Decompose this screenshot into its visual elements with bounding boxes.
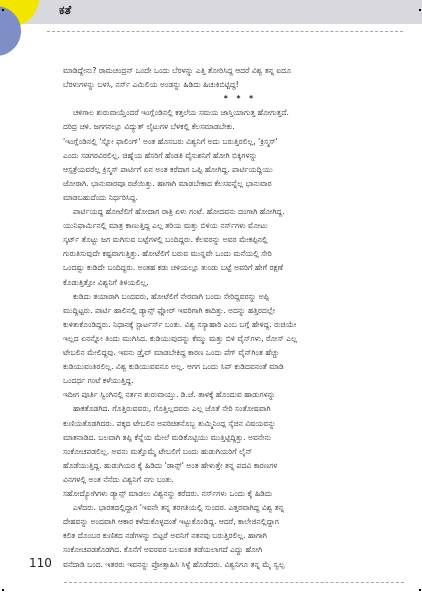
section-break: * * * xyxy=(223,94,257,104)
text-line: ಸ್ಕರ್ಟ್ ತೊಟ್ಟು ಜಗ ಮಗಿಸುವ ಬಟ್ಟೆಗಳಲ್ಲಿ ಬಂದಿದ್ದರು. ಕೆಲವರನ್ನು ಅವರ ಮೇಕಪ್ಪಿನಲ್ಲಿ xyxy=(63,235,268,245)
text-line: ಇದೀಗ ಪೂರ್ತಿ ಸ್ವಿಂಗಿನಲ್ಲಿ ನರ್ತನ ಶುರುವಾಯ್ತು. ಡಿ.ಜೆ. ತಾಳಕ್ಕೆ ಹೊಂದುವ ಹಾಡುಗಳನ್ನು xyxy=(63,390,276,400)
text-line: ಗುರುತಿಸುವುದೇ ಕಷ್ಟವಾಗುತ್ತಿತ್ತು. ಹೋಟೆಲಿಗೆ ಬರುವ ಮುನ್ನವೇ ಒಂದು ಮನೆಯಲ್ಲಿ ಸೇರಿ xyxy=(63,249,272,259)
text-line: ದರಿದ್ರ ಚಳಿ. ಜಗಗನಲ್ಲೂ ವಿದ್ಯುತ್ ಲೈಟುಗಳ ಬೆಳಕಲ್ಲಿ ಕೆಲಸಮಾಡಬೇಕು. xyxy=(63,122,235,132)
text-line: ಮಾಡಿದ್ದೇನು? ರಾಮಚಂದ್ರನ್ ಒಂದೇ ಒಂದು ಬೆರಳನ್ನು ಎತ್ತಿ ತೋರಿಸಿದ್ದ ಆದರೆ ವಿಶ್ವ ತನ್ನ ಐದೂ xyxy=(63,66,292,75)
crop-mark xyxy=(419,589,421,591)
footer-divider xyxy=(64,582,404,583)
text-line: ವಿನಗಳಲ್ಲಿ ಅಂತ ನೆನೆದು ವಿಶ್ವನಿಗೆ ನಗು ಬಂತು. xyxy=(63,474,175,484)
text-line: ಮಾತನಾಡಿದ. ಬಲವಾಗಿ ತಪ್ಪಿ ಕೆನ್ನೆಯ ಮೇಲೆ ಮಡಿಕೊಟ್ಟಿಯು ಮುತ್ತಿಟ್ಟಿದ್ದಿತ್ತು. ಅವನೇನು xyxy=(63,432,272,442)
text-line: ಇಲ್ಲದ ಏನನ್ನೋ ತಿಂದು ಮುಗಿಸಿದ. ಕುಡಿಯುವುದನ್ನು ಕೆಮ್ಮು ಮತ್ತು ಬಿಳಿ ವೈನ್‌ಗಳು, ರೋಸ್ ಎಲ್ಲ xyxy=(63,333,297,343)
text-line: ಎಳೆದರು. ಭಾರತದಲ್ಲಿದ್ದಾಗ 'ಇವನೇ ತನ್ನ ತರಗತಿಯಲ್ಲಿ ಸುಂದರ. ಎತ್ತರವಾಗಿದ್ದ ವಿಶ್ವ ತನ್ನ xyxy=(73,503,284,513)
crop-mark xyxy=(419,9,421,11)
text-line: ಕೊಡುತ್ತಿತ್ತೋ ವಿಶ್ವನಿಗೆ ತಿಳಿಯಲಿಲ್ಲ. xyxy=(63,277,149,287)
text-line: ಸಂಕೋಚಪಡಲಿಲ್ಲ. ಅವನು ಮತ್ತೊಮ್ಮೆ ಟೇಬಲಿಗೆ ಬಂದು ಹುಡುಗಿಯರಿಗೆ ಲೈನ್ xyxy=(63,446,253,456)
text-line: ಮಾಡಬಹುದೆಂದು ನಿರ್ಧರಿಸಿದ್ದ. xyxy=(63,192,138,202)
text-line: ಹಾಕತೊಡಗಿದ. ಗೊತ್ತಿರುವವರು, ಗೊತ್ತಿಲ್ಲದವರು ಎಲ್ಲ ಜೊತೆ ಸೇರಿ ಸಂತೋಷವಾಗಿ xyxy=(73,404,271,414)
text-line: ಸಹೋದ್ಯೋಗಿಗಳು ಡ್ಯಾನ್ಸ್ ಮಾಡಲು ವಿಶ್ವನನ್ನು ಕರೆದರು. ನರ್ಸ್‌ಗಳು ಒಂದು ಕೈ ಹಿಡಿದು xyxy=(63,489,273,498)
text-line: 'ಇಂಗ್ಲೆಂಡಿನಲ್ಲಿ 'ಸ್ನೋ ಫಾಲಿಂಗ್' ಅಂತ ಹೊಸಬರು ವಿಶ್ವನಿಗೆ ಅದು ಬರುತ್ತಿರಲಿಲ್ಲ, 'ಕ್ರಿಸ್ಮಸ್' xyxy=(63,136,278,146)
text-line: ಹೊಡೆಯುತ್ತಿದ್ದ. ಹುಡುಗಿಯರ ಕೈ ಹಿಡಿದು 'ಡಾನ್ಸ್' ಅಂತ ಹೇಳುತ್ತೇ ತನ್ನ ಪದವಿ ಕಾರಣಗಳ xyxy=(63,460,278,470)
text-line: ಕುಳಿತುಕೊಂಡಿದ್ದರು. ನಿಧಾನಕ್ಕೆ ಸ್ಟಾರ್ಟರ್ಸ್ ಬಂತು. ವಿಶ್ವ ಸಸ್ಯಾಹಾರಿ ಎಂಬ ಬಗ್ಗೆ ಹೇಳಿದ್ದ. ರುಚಿಯೇ xyxy=(63,319,297,329)
text-line: ಮುದ್ದಿಟ್ಟರು. ಪಾರ್ಟಿ ಹಾಲಿನಲ್ಲಿ ಡ್ಯಾನ್ಸ್ ಫ್ಲೋರ್ ಇವರಿಗಾಗಿ ಕಾದಿತ್ತು. ಅದನ್ನು ಹತ್ತಿರದಲ್ಲೇ xyxy=(63,305,276,315)
text-line: ಕುಣಿಯತೊಡಗಿದರು. ಪಕ್ಕದ ಟೇಬಲಿನ ಅಪರಿಚಿತನೊಬ್ಬ ತುಮ್ಮಿನಿಂದ್ಲ ಸ್ಕೆಚಿನ ವಿಷಯವನ್ನು xyxy=(63,418,276,428)
text-line: ಬೆರಳುಗಳನ್ನು ಬಳಸಿ, ನರ್ಸ್ ಎಮಿಲಿಯ ಅಂಡನ್ನು ಹಿಡಿದು ಹಿಚುಕಿಬಿಟ್ಟಿದ್ದ! xyxy=(63,80,239,90)
text-line: ಸಂಕೋಚಪಡತೊಡಗಿದ. ಕೊನೆಗೆ ಅವರವರ ಬಲವಂತ ತಡೆಯಲಾಗದೆ ಎದ್ದು ಹೋಗಿ xyxy=(63,545,263,555)
crop-mark xyxy=(2,589,4,591)
text-line: ಟೇಬಲಿನ ಮೇಲಿದ್ದವು. ಇವನು ಡ್ರೈವ್ ಮಾಡಬೇಕಿದ್ದ ಕಾರಣ ಒಂದು ಪೆಗ್ ವೈನ್‌ಗಿಂತ ಹೆಚ್ಚು xyxy=(63,348,280,357)
text-line: ಜೋರಾಗಿ. ಭಾನುವಾರವೂ ರಜೆಯಿತ್ತು. ಹಾಗಾಗಿ ಮಾಡಬೇಕಾದ ಕೆಲಸವನ್ನೆಲ್ಲ ಭಾನುವಾರ xyxy=(63,178,272,188)
text-line: ದೇಹವನ್ನು ಅಂದವಾಗಿ ಆಕಾರ ಕಳೆದುಕೊಳ್ಳದಂತೆ ಇಟ್ಟುಕೊಂಡಿದ್ದ. ಆದರೆ, ಕಾಲೇಜಿನಲ್ಲಿದ್ದಾಗ xyxy=(63,517,279,527)
text-line: ಒಂದಷ್ಟು ಕುಡಿದೇ ಬಂದಿದ್ದರು. ಅಂತಹ ಕಡು ಚಳಿಯಲ್ಲೂ ತುಂಡು ಬಟ್ಟೆ ಅವರಿಗೆ ಹೇಗೆ ರಕ್ಷಣೆ xyxy=(63,263,284,273)
section-title: ಕತೆ xyxy=(59,3,72,17)
text-line: ಎಂದು ಸಡಗರವಿರಲಿಲ್ಲ. ಚಿಹ್ನೆಯ ಹೆಸರಿಗೆ ಹೆಂಡತಿ ವೈಸುಶನಿಗೆ ಹೋಗಿ ಬಿಕ್ಕಿಗಳನ್ನು xyxy=(63,150,258,160)
text-line: ಕುಡಿದು ತಯಾರಾಗಿ ಬಂದವರು, ಹೋಟೆಲಿಗೆ ನೇರವಾಗಿ ಬಂದು ಸೇರಿದ್ದವರನ್ನು ಅಪ್ಪಿ xyxy=(73,291,270,301)
text-line: ಒಂದರ್ಧ ಗಂಟೆ ಕಳೆಯುತ್ತಿದ್ದ. xyxy=(63,376,134,386)
text-line: ಕಲಿತ ದೊಂಬರ ಕುಣಿತದ ನಡೆಗಳನ್ನು ಬಿಟ್ಟರೆ ಅವನಿಗೆ ನತನವು ಬರುತ್ತಿರಲಿಲ್ಲ. ಹಾಗಾಗಿ xyxy=(63,531,267,541)
text-line: ಕುಡಿಯುವಂತಿರಲಿಲ್ಲ. ವಿಶ್ವ ಕುಡಿಯುವವನೂ ಅಲ್ಲ. ಆಗಗ ಒಂದು ಸಿಪ್ ಕುಡಿದವನಂತೆ ಮಾಡಿ xyxy=(63,362,284,372)
text-line: ಯುನಿಫಾರ್ಮಿನಲ್ಲಿ ಮಾತ್ರ ಕಾಣುತ್ತಿದ್ದ ಎಲ್ಲ ತರಿಯ ಮತ್ತು ಬಿಳಿಯ ನರ್ಸ್‌ಗಳು ಮೋಟು xyxy=(63,221,268,231)
text-line: ವನೆದಾಡಿ ಬಂದ. ಇತರರು ಇವನನ್ನು ಪ್ರೋತ್ಸಾಹಿಸಿ ಸಿಳ್ಳೆ ಹೊಡೆದರು. ವಿಶ್ವನಿಗೂ ತನ್ನ ಮೈ ಸ್ವಲ್ಪ xyxy=(63,559,285,569)
header-divider xyxy=(47,31,403,32)
crop-mark xyxy=(2,9,4,11)
text-line: ಪಾರ್ಟಿಯದ್ದ ಹೋಟೆಲಿಗೆ ಹೋದಾಗ ರಾತ್ರಿ ಏಳು ಗಂಟೆ. ಹೋದವನು ದಂಗಾಗಿ ಹೋಗಿದ್ದ. xyxy=(73,207,285,216)
text-line: ಚಳಿಗಾಲ ಶುರುವಾಯ್ತೆಂದರೆ ಇಂಗ್ಲೆಂಡಿನಲ್ಲಿ ಕತ್ತಲೆಯ ಸಮಯ ಜಾಸ್ತಿಯಾಗುತ್ತ ಹೋಗುತ್ತದೆ. xyxy=(73,108,289,118)
text-line: ಆಸ್ಪತ್ರೆಯವರೆಲ್ಲ ಕ್ರಿಸ್ಮಸ್ ಪಾರ್ಟಿಗೆ ಏನ ಅಂತ ಕರೆದಾಗ ಒಪ್ಪಿ ಹೋಗಿದ್ದ. ಪಾರ್ಟಿಯದ್ದಿಯು xyxy=(63,164,273,174)
page-number: 110 xyxy=(29,556,52,570)
